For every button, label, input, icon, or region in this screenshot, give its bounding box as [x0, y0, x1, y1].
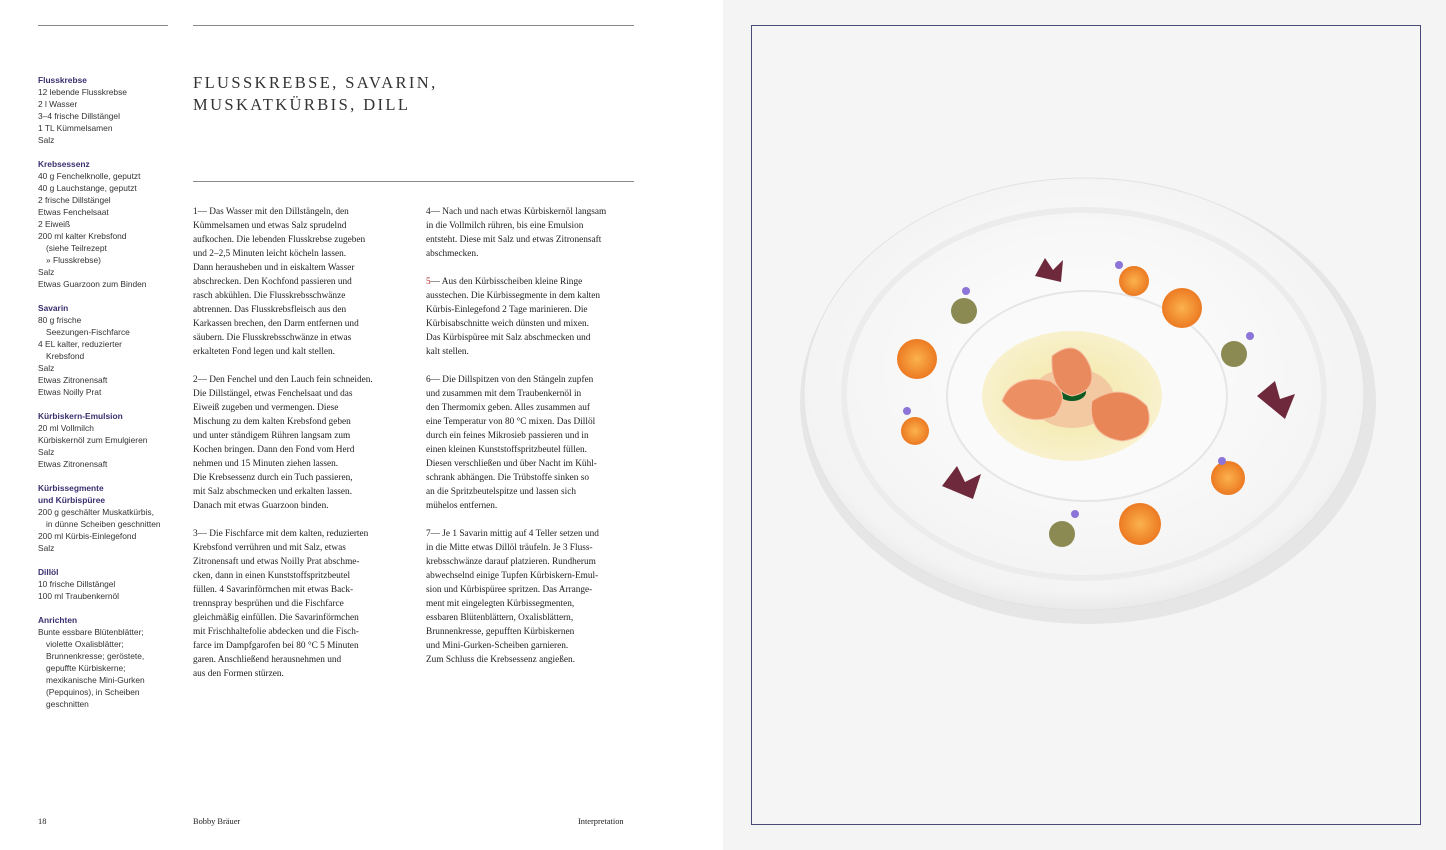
recipe-title [193, 72, 633, 116]
ingredient-item: Salz [38, 267, 55, 277]
step-line [193, 457, 405, 471]
ingredient-group-heading: Kürbiskern-Emulsion [38, 411, 123, 421]
step-paragraph [426, 373, 638, 513]
ingredient-item: 40 g Fenchelknolle, geputzt [38, 171, 141, 181]
step-text: ausstechen. Die Kürbissegmente in dem kalten [426, 291, 601, 301]
step-text: trennspray besprühen und die Fischfarce [193, 599, 344, 609]
ingredient-group-heading: und Kürbispüree [38, 495, 106, 505]
ingredient-group-heading: Kürbissegmente [38, 483, 104, 493]
ingredient-item: Salz [38, 543, 55, 553]
ingredient-item: 200 ml Kürbis-Einlegefond [38, 531, 137, 541]
step-text: ment mit eingelegten Kürbissegmenten, [426, 599, 575, 609]
ingredient-item: geschnitten [46, 699, 89, 709]
step-line [193, 639, 405, 653]
ingredients-sidebar [38, 74, 173, 722]
step-paragraph [193, 373, 405, 513]
step-text: essbaren Blütenblättern, Oxalisblättern, [426, 613, 574, 623]
step-text: mühelos entfernen. [426, 501, 498, 511]
ingredient-item: 2 frische Dillstängel [38, 195, 111, 205]
step-line [193, 303, 405, 317]
step-text: Den Fenchel und den Lauch fein schneiden. [209, 375, 373, 385]
step-number: 7 [426, 529, 431, 539]
step-line [193, 261, 405, 275]
step-line [426, 499, 638, 513]
step-line [426, 317, 638, 331]
ingredient-item: 2 l Wasser [38, 99, 78, 109]
step-line [426, 429, 638, 443]
ingredient-item: Kürbiskernöl zum Emulgieren [38, 435, 148, 445]
step-number: 1 [193, 207, 198, 217]
step-paragraph [193, 205, 405, 359]
step-text: in die Mitte etwas Dillöl träufeln. Je 3 Fluss- [426, 543, 593, 553]
step-line [193, 555, 405, 569]
step-text: farce im Dampfgarofen bei 80 °C 5 Minuten [193, 641, 359, 651]
step-line [426, 387, 638, 401]
step-line [426, 555, 638, 569]
step-paragraph [426, 205, 638, 261]
step-line [193, 569, 405, 583]
step-text: in die Vollmilch rühren, bis eine Emulsion [426, 221, 584, 231]
step-line [426, 457, 638, 471]
step-line [193, 611, 405, 625]
step-text: rasch abkühlen. Die Flusskrebsschwänze [193, 291, 346, 301]
step-text: schrank abhängen. Die Trübstoffe sinken so [426, 473, 590, 483]
ingredient-group-heading: Krebsessenz [38, 159, 90, 169]
step-text: Krebsfond verrühren und mit Salz, etwas [193, 543, 346, 553]
step-line [426, 569, 638, 583]
step-line [193, 331, 405, 345]
step-number: 6 [426, 375, 431, 385]
text-top-rule [193, 181, 634, 182]
ingredient-item: 2 Eiweiß [38, 219, 71, 229]
step-text: füllen. 4 Savarinförmchen mit etwas Back- [193, 585, 354, 595]
step-number: 3 [193, 529, 198, 539]
step-line [193, 345, 405, 359]
step-text: Karkassen brechen, den Darm entfernen und [193, 319, 359, 329]
ingredient-group-heading: Dillöl [38, 567, 59, 577]
step-line [193, 387, 405, 401]
step-text: an die Spritzbeutelspitze und lassen sich [426, 487, 577, 497]
ingredient-group [38, 482, 173, 554]
step-text: Je 1 Savarin mittig auf 4 Teller setzen und [442, 529, 599, 539]
step-text: krebsschwänze darauf platzieren. Rundherum [426, 557, 596, 567]
step-line [193, 667, 405, 681]
step-text: Danach mit etwas Guarzoon binden. [193, 501, 329, 511]
step-text: garen. Anschließend herausnehmen und [193, 655, 342, 665]
step-line [426, 443, 638, 457]
step-line [193, 653, 405, 667]
step-text: und Mini-Gurken-Scheiben garnieren. [426, 641, 569, 651]
step-line [426, 415, 638, 429]
ingredient-item: 20 ml Vollmilch [38, 423, 94, 433]
step-line: 6— Die Dillspitzen von den Stängeln zupfen [426, 375, 594, 385]
step-text: abschrecken. Den Kochfond passieren und [193, 277, 352, 287]
ingredient-group [38, 158, 173, 290]
step-line [426, 303, 638, 317]
step-line [193, 275, 405, 289]
step-line [426, 331, 638, 345]
step-line [193, 233, 405, 247]
ingredient-item: Etwas Zitronensaft [38, 459, 108, 469]
step-line [193, 219, 405, 233]
ingredient-item: (siehe Teilrezept [46, 243, 107, 253]
ingredient-item: (Pepquinos), in Scheiben [46, 687, 140, 697]
step-paragraph [193, 527, 405, 681]
step-text: aufkochen. Die lebenden Flusskrebse zugeben [193, 235, 366, 245]
step-text: Aus den Kürbisscheiben kleine Ringe [441, 277, 583, 287]
right-page [723, 0, 1446, 850]
step-text: Die Dillspitzen von den Stängeln zupfen [442, 375, 594, 385]
step-line [426, 471, 638, 485]
step-text: gleichmäßig einfüllen. Die Savarinförmchen [193, 613, 359, 623]
step-line: 4— Nach und nach etwas Kürbiskernöl langsam [426, 207, 607, 217]
step-paragraph [426, 527, 638, 667]
step-text: und 2–2,5 Minuten leicht köcheln lassen. [193, 249, 347, 259]
ingredient-item: Etwas Guarzoon zum Binden [38, 279, 147, 289]
ingredient-item: Salz [38, 135, 55, 145]
step-text: Eiweiß zugeben und vermengen. Diese [193, 403, 339, 413]
step-line [193, 415, 405, 429]
ingredient-group [38, 410, 173, 470]
step-text: Kümmelsamen und etwas Salz sprudelnd [193, 221, 347, 231]
ingredient-item: 200 ml kalter Krebsfond [38, 231, 127, 241]
ingredient-item: Salz [38, 447, 55, 457]
title-line-2: MUSKATKÜRBIS, DILL [193, 95, 411, 114]
step-line [193, 625, 405, 639]
ingredient-item: Krebsfond [46, 351, 85, 361]
step-line [426, 401, 638, 415]
step-text: kalt stellen. [426, 347, 469, 357]
step-text: cken, dann in einen Kunststoffspritzbeutel [193, 571, 351, 581]
ingredient-item: Etwas Zitronensaft [38, 375, 108, 385]
step-line [193, 317, 405, 331]
step-line [426, 583, 638, 597]
ingredient-item: 3–4 frische Dillstängel [38, 111, 120, 121]
step-line [193, 401, 405, 415]
ingredient-group-heading: Anrichten [38, 615, 78, 625]
step-line [193, 597, 405, 611]
ingredient-group [38, 566, 173, 602]
step-line [426, 485, 638, 499]
step-text: Nach und nach etwas Kürbiskernöl langsam [442, 207, 607, 217]
ingredient-item: Etwas Fenchelsaat [38, 207, 109, 217]
sidebar-top-rule [38, 25, 168, 26]
ingredient-group [38, 74, 173, 146]
ingredient-item: in dünne Scheiben geschnitten [46, 519, 161, 529]
dish-photo [751, 25, 1421, 825]
ingredient-item: 200 g geschälter Muskatkürbis, [38, 507, 154, 517]
step-line [426, 611, 638, 625]
step-line [193, 541, 405, 555]
ingredient-item: 1 TL Kümmelsamen [38, 123, 113, 133]
step-text: und zusammen mit dem Traubenkernöl in [426, 389, 582, 399]
step-text: Zum Schluss die Krebsessenz angießen. [426, 655, 575, 665]
step-text: Diesen verschließen und über Nacht im Kühl- [426, 459, 597, 469]
step-line [426, 233, 638, 247]
step-text: Die Fischfarce mit dem kalten, reduzierten [209, 529, 369, 539]
ingredient-item: Brunnenkresse; geröstete, [46, 651, 145, 661]
step-text: Das Kürbispüree mit Salz abschmecken und [426, 333, 591, 343]
step-line [193, 485, 405, 499]
ingredient-item: » Flusskrebse) [46, 255, 101, 265]
step-text: Zitronensaft und etwas Noilly Prat abschme- [193, 557, 360, 567]
ingredient-group-heading: Flusskrebse [38, 75, 87, 85]
step-text: säubern. Die Flusskrebsschwänze in etwas [193, 333, 352, 343]
step-text: Das Wasser mit den Dillstängeln, den [209, 207, 349, 217]
ingredient-item: 12 lebende Flusskrebse [38, 87, 127, 97]
ingredient-item: mexikanische Mini-Gurken [46, 675, 145, 685]
page-number: 18 [38, 817, 47, 826]
step-line [193, 429, 405, 443]
step-line: 2— Den Fenchel und den Lauch fein schneiden. [193, 375, 373, 385]
plated-dish-illustration [752, 26, 1420, 824]
step-number: 4 [426, 207, 431, 217]
steps-column-left [193, 205, 405, 695]
step-text: Kürbis-Einlegefond 2 Tage marinieren. Die [426, 305, 588, 315]
step-text: mit Frischhaltefolie abdecken und die Fisch- [193, 627, 360, 637]
ingredient-item: 100 ml Traubenkernöl [38, 591, 120, 601]
step-text: Mischung zu dem kalten Krebsfond geben [193, 417, 351, 427]
section-name: Interpretation [578, 817, 624, 826]
step-text: mit Salz abschmecken und erkalten lassen. [193, 487, 353, 497]
step-text: Kochen bringen. Dann den Fond vom Herd [193, 445, 355, 455]
step-line [426, 247, 638, 261]
step-text: abschmecken. [426, 249, 479, 259]
author-name: Bobby Bräuer [193, 817, 241, 826]
step-line [426, 289, 638, 303]
ingredient-item: gepuffte Kürbiskerne; [46, 663, 126, 673]
step-text: eine Temperatur von 80 °C mixen. Das Dillöl [426, 417, 596, 427]
step-line [426, 625, 638, 639]
ingredient-group-heading: Savarin [38, 303, 69, 313]
step-paragraph [426, 275, 638, 359]
ingredient-group [38, 614, 173, 710]
ingredient-item: Seezungen-Fischfarce [46, 327, 130, 337]
step-line [193, 583, 405, 597]
step-line [193, 471, 405, 485]
step-line [426, 345, 638, 359]
step-line [193, 247, 405, 261]
step-line [426, 639, 638, 653]
step-line: 7— Je 1 Savarin mittig auf 4 Teller setzen und [426, 529, 599, 539]
ingredient-item: violette Oxalisblätter; [46, 639, 124, 649]
step-text: Kürbisabschnitte weich dünsten und mixen. [426, 319, 589, 329]
ingredient-item: 10 frische Dillstängel [38, 579, 116, 589]
step-line [426, 219, 638, 233]
step-text: Dann herausheben und in eiskaltem Wasser [193, 263, 355, 273]
ingredient-item: Etwas Noilly Prat [38, 387, 102, 397]
step-number: 2 [193, 375, 198, 385]
ingredient-item: 80 g frische [38, 315, 82, 325]
step-text: abtrennen. Das Flusskrebsfleisch aus den [193, 305, 347, 315]
step-text: Die Dillstängel, etwas Fenchelsaat und das [193, 389, 353, 399]
step-line [426, 597, 638, 611]
step-line: 5— Aus den Kürbisscheiben kleine Ringe [426, 277, 583, 287]
step-text: sion und Kürbispüree spritzen. Das Arrange- [426, 585, 593, 595]
step-line [426, 541, 638, 555]
step-text: abwechselnd einige Tupfen Kürbiskern-Emul- [426, 571, 599, 581]
step-text: den Thermomix geben. Alles zusammen auf [426, 403, 591, 413]
step-text: Die Krebsessenz durch ein Tuch passieren, [193, 473, 353, 483]
title-top-rule [193, 25, 634, 26]
step-line: 3— Die Fischfarce mit dem kalten, reduzierten [193, 529, 369, 539]
step-line: 1— Das Wasser mit den Dillstängeln, den [193, 207, 349, 217]
step-text: nehmen und 15 Minuten ziehen lassen. [193, 459, 339, 469]
step-text: einen kleinen Kunststoffspritzbeutel füllen. [426, 445, 587, 455]
step-text: durch ein feines Mikrosieb passieren und in [426, 431, 589, 441]
ingredient-item: Salz [38, 363, 55, 373]
step-line [193, 443, 405, 457]
step-text: aus den Formen stürzen. [193, 669, 284, 679]
steps-column-right [426, 205, 638, 681]
step-text: erkalteten Fond legen und kalt stellen. [193, 347, 335, 357]
step-text: Brunnenkresse, gepufften Kürbiskernen [426, 627, 575, 637]
step-line [193, 499, 405, 513]
title-line-1: FLUSSKREBSE, SAVARIN, [193, 73, 438, 92]
ingredient-group [38, 302, 173, 398]
step-line [426, 653, 638, 667]
step-line [193, 289, 405, 303]
ingredient-item: 40 g Lauchstange, geputzt [38, 183, 137, 193]
step-text: und unter ständigem Rühren langsam zum [193, 431, 351, 441]
step-number: 5 [426, 277, 431, 287]
ingredient-item: 4 EL kalter, reduzierter [38, 339, 122, 349]
ingredient-item: Bunte essbare Blütenblätter; [38, 627, 144, 637]
step-text: entsteht. Diese mit Salz und etwas Zitronensaft [426, 235, 602, 245]
